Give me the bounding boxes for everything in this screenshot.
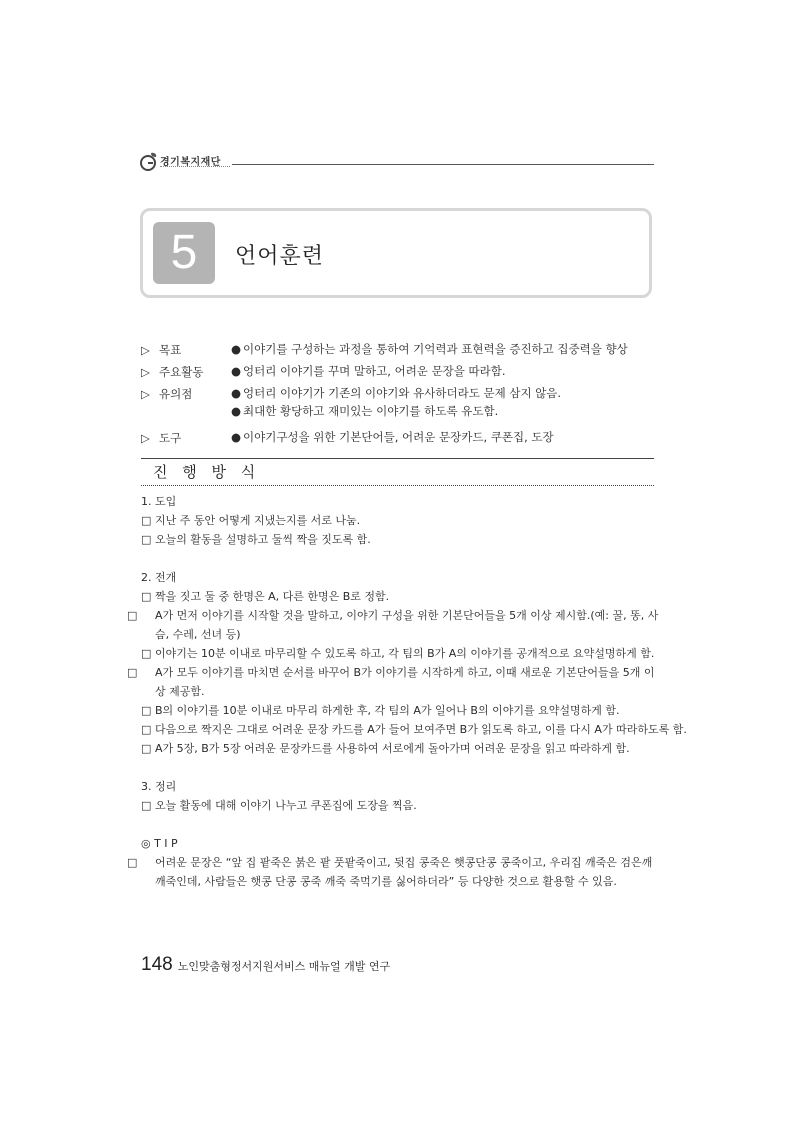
checkbox-icon: □ (127, 666, 138, 679)
list-item: □ 오늘의 활동을 설명하고 둘씩 짝을 짓도록 함. (141, 530, 659, 549)
checkbox-icon: □ (141, 704, 152, 717)
checkbox-icon: □ (141, 742, 152, 755)
bullet-icon: ● (231, 386, 242, 400)
info-item: ● 엉터리 이야기를 꾸며 말하고, 어려운 문장을 따라함. (231, 364, 506, 378)
bullet-icon: ● (231, 364, 242, 378)
list-item: □ B의 이야기를 10분 이내로 마무리 하게한 후, 각 팀의 A가 일어나 B의 이야기를 요약설명하게 함. (141, 701, 659, 720)
info-row-goal (141, 338, 661, 360)
list-item: □ 다음으로 짝지은 그대로 어려운 문장 카드를 A가 들어 보여주면 B가 읽도록 하고, 이를 다시 A가 따라하도록 함. (141, 720, 659, 739)
checkbox-icon: □ (141, 590, 152, 603)
header-rule (232, 164, 654, 165)
checkbox-icon: □ (141, 533, 152, 546)
org-name: 경기복지재단 (160, 157, 221, 168)
activity-info (141, 338, 661, 448)
page-footer (141, 954, 390, 976)
checkbox-icon: □ (127, 609, 138, 622)
info-item: ● 이야기를 구성하는 과정을 통하여 기억력과 표현력을 증진하고 집중력을 향상 (231, 342, 628, 356)
info-label: 목표 (159, 343, 182, 357)
info-row-activity (141, 360, 661, 382)
heading-rule-bottom (141, 485, 654, 486)
checkbox-icon: □ (141, 799, 152, 812)
info-row-caution (141, 382, 661, 426)
list-item: □ 오늘 활동에 대해 이야기 나누고 쿠폰집에 도장을 찍음. (141, 796, 659, 815)
section-title-box (140, 208, 652, 298)
heading-rule-top (141, 458, 654, 459)
org-logo (140, 151, 232, 173)
list-item: □ A가 먼저 이야기를 시작할 것을 말하고, 이야기 구성을 위한 기본단어들을 5개 이상 제시함.(예: 꿀, 똥, 사슴, 수레, 선녀 등) (141, 606, 659, 644)
tip-heading: ◎ T I P (141, 837, 178, 850)
section-number: 5 (153, 222, 215, 284)
list-item: □ 지난 주 동안 어떻게 지냈는지를 서로 나눔. (141, 511, 659, 530)
info-label: 도구 (159, 431, 182, 445)
checkbox-icon: □ (141, 723, 152, 736)
bullet-icon: ● (231, 342, 242, 356)
info-item: ● 엉터리 이야기가 기존의 이야기와 유사하더라도 문제 삼지 않음. (231, 386, 562, 400)
triangle-icon: ▷ (141, 343, 150, 357)
checkbox-icon: □ (141, 514, 152, 527)
info-label: 주요활동 (159, 365, 204, 379)
info-item: ● 이야기구성을 위한 기본단어들, 어려운 문장카드, 쿠폰집, 도장 (231, 430, 554, 444)
page-number: 148 (141, 954, 173, 975)
triangle-icon: ▷ (141, 387, 150, 401)
checkbox-icon: □ (127, 856, 138, 869)
list-item: □ A가 5장, B가 5장 어려운 문장카드를 사용하여 서로에게 돌아가며 어려운 문장을 읽고 따라하게 함. (141, 739, 659, 758)
footer-document-title: 노인맞춤형정서지원서비스 매뉴얼 개발 연구 (177, 960, 391, 973)
checkbox-icon: □ (141, 647, 152, 660)
leaf-logo-icon (140, 151, 158, 171)
list-item: □ A가 모두 이야기를 마치면 순서를 바꾸어 B가 이야기를 시작하게 하고, 이때 새로운 기본단어들을 5개 이상 제공함. (141, 663, 659, 701)
info-row-tools (141, 426, 661, 448)
info-label: 유의점 (159, 387, 193, 401)
proceed-heading: 진 행 방 식 (153, 463, 261, 481)
triangle-icon: ▷ (141, 365, 150, 379)
bullet-icon: ● (231, 430, 242, 444)
list-item: □ 어려운 문장은 “앞 집 팥죽은 붉은 팥 풋팥죽이고, 뒷집 콩죽은 햇콩단콩 콩죽이고, 우리집 깨죽은 검은깨 깨죽인데, 사람들은 햇콩 단콩 콩죽 깨죽 죽먹기를 싫어하더라” 등 다양한 것으로 활용할 수 있음. (141, 853, 659, 891)
step-heading: 2. 전개 (141, 571, 177, 584)
org-subline (160, 166, 230, 169)
list-item: □ 짝을 짓고 둘 중 한명은 A, 다른 한명은 B로 정함. (141, 587, 659, 606)
procedure-body (127, 492, 687, 891)
triangle-icon: ▷ (141, 431, 150, 445)
section-title: 언어훈련 (235, 244, 325, 269)
step-heading: 3. 정리 (141, 780, 177, 793)
bullet-icon: ● (231, 404, 242, 418)
list-item: □ 이야기는 10분 이내로 마무리할 수 있도록 하고, 각 팀의 B가 A의 이야기를 공개적으로 요약설명하게 함. (141, 644, 659, 663)
step-heading: 1. 도입 (141, 495, 177, 508)
info-item: ● 최대한 황당하고 재미있는 이야기를 하도록 유도함. (231, 404, 499, 418)
